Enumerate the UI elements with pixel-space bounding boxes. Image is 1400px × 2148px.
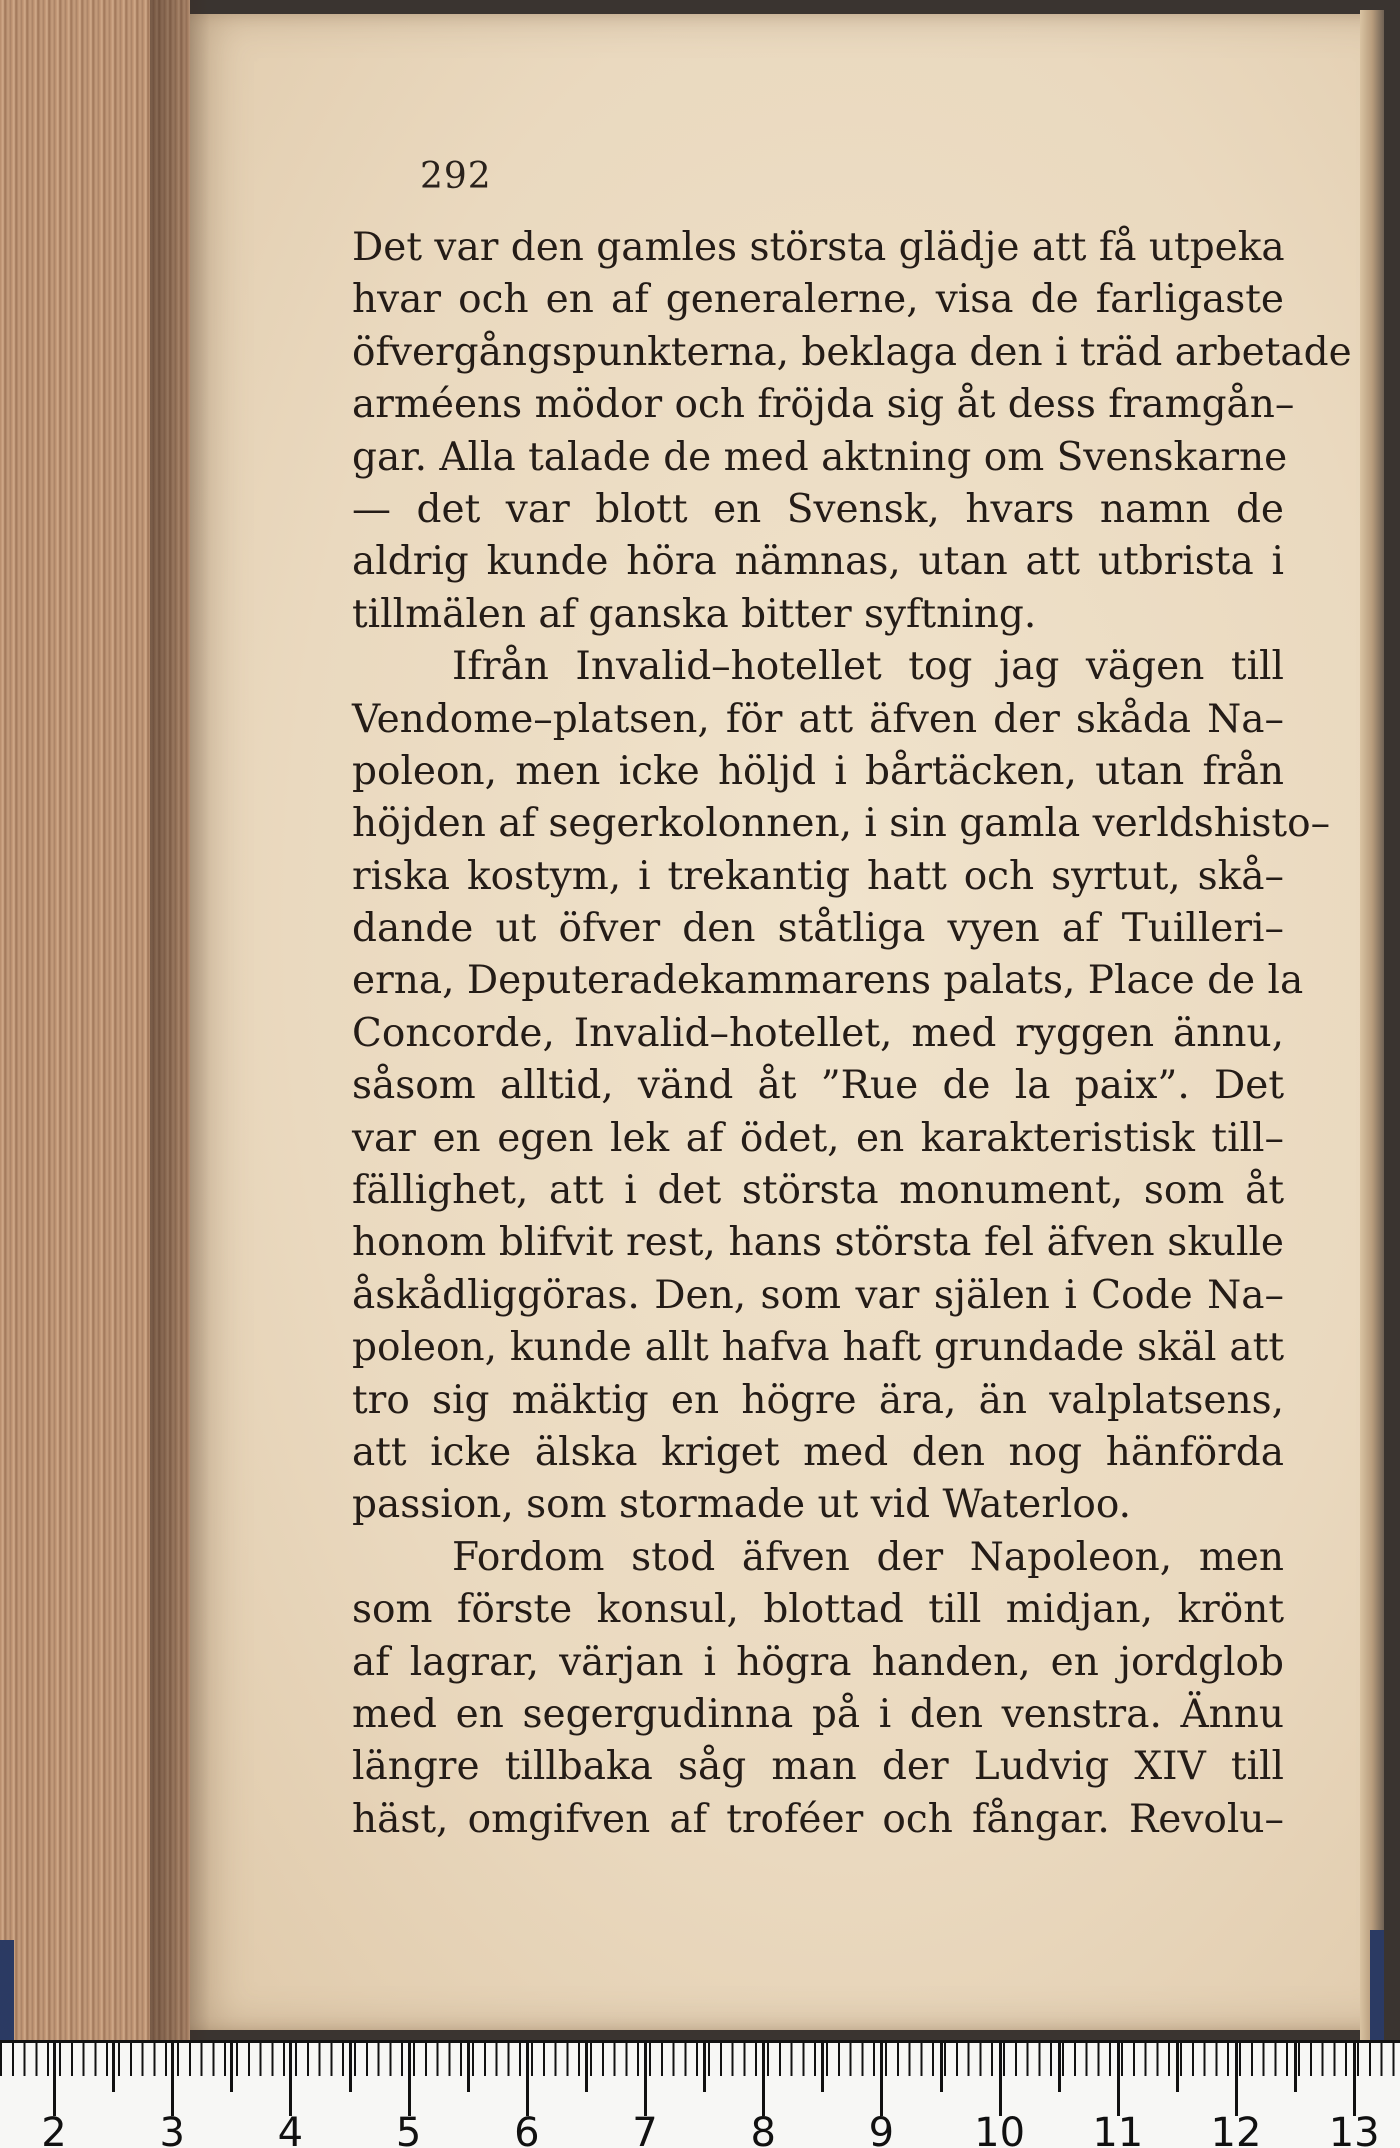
text-line: dande ut öfver den ståtliga vyen af Tuilleri– <box>352 906 1284 952</box>
ruler-half-tick <box>349 2040 352 2092</box>
ruler-minor-ticks <box>0 2040 1400 2100</box>
gutter-shadow <box>150 0 210 2040</box>
ruler-major-tick <box>762 2040 765 2116</box>
text-line: honom blifvit rest, hans största fel äfven skulle <box>352 1220 1284 1266</box>
ruler-major-tick <box>526 2040 529 2116</box>
ruler-label: 6 <box>514 2110 540 2148</box>
ruler-half-tick <box>940 2040 943 2092</box>
ruler-major-tick <box>53 2040 56 2116</box>
ruler-label: 7 <box>632 2110 658 2148</box>
text-line: riska kostym, i trekantig hatt och syrtut, skå– <box>352 853 1284 899</box>
ruler-major-tick <box>1117 2040 1120 2116</box>
ruler-half-tick <box>230 2040 233 2092</box>
ruler-label: 8 <box>750 2110 776 2148</box>
ruler-label: 13 <box>1328 2110 1380 2148</box>
ruler-label: 9 <box>868 2110 895 2148</box>
text-line: häst, omgifven af troféer och fångar. Revolu– <box>352 1796 1284 1842</box>
ruler-label: 5 <box>395 2110 422 2148</box>
text-line: åskådliggöras. Den, som var själen i Code Na– <box>352 1272 1284 1318</box>
text-line: tillmälen af ganska bitter syftning. <box>352 591 1037 637</box>
text-line: hvar och en af generalerne, visa de farligaste <box>352 277 1284 323</box>
ruler-half-tick <box>585 2040 588 2092</box>
ruler-half-tick <box>821 2040 824 2092</box>
text-line: arméens mödor och fröjda sig åt dess framgån– <box>352 382 1295 428</box>
text-line: — det var blott en Svensk, hvars namn de <box>352 486 1284 532</box>
text-line: Vendome–platsen, för att äfven der skåda Na– <box>352 696 1284 742</box>
text-line: höjden af segerkolonnen, i sin gamla verldshisto– <box>352 801 1331 847</box>
page-body-text <box>352 222 1352 1846</box>
text-line: tro sig mäktig en högre ära, än valplatsens, <box>352 1377 1284 1423</box>
text-line: aldrig kunde höra nämnas, utan att utbrista i <box>352 539 1284 585</box>
text-line: passion, som stormade ut vid Waterloo. <box>352 1482 1132 1528</box>
text-line: öfvergångspunkterna, beklaga den i träd arbetade <box>352 329 1352 375</box>
ruler-half-tick <box>112 2040 115 2092</box>
measurement-ruler <box>0 2040 1400 2148</box>
text-line: att icke älska kriget med den nog hänförda <box>352 1429 1284 1475</box>
ruler-major-tick <box>171 2040 174 2116</box>
ruler-label: 4 <box>277 2110 304 2148</box>
text-line: af lagrar, värjan i högra handen, en jordglob <box>352 1639 1284 1685</box>
ruler-major-tick <box>880 2040 883 2116</box>
text-line: gar. Alla talade de med aktning om Svenskarne <box>352 434 1288 480</box>
text-line: fällighet, att i det största monument, som åt <box>352 1168 1284 1214</box>
ruler-major-tick <box>408 2040 411 2116</box>
text-line: som förste konsul, blottad till midjan, krönt <box>352 1587 1284 1633</box>
text-line: Concorde, Invalid–hotellet, med ryggen ännu, <box>352 1010 1284 1056</box>
text-line: med en segergudinna på i den venstra. Ännu <box>352 1691 1284 1737</box>
cover-strip-left <box>0 1940 14 2040</box>
text-line: poleon, kunde allt hafva haft grundade skäl att <box>352 1325 1284 1371</box>
ruler-major-tick <box>644 2040 647 2116</box>
text-line: såsom alltid, vänd åt ”Rue de la paix”. Det <box>352 1063 1284 1109</box>
text-line: erna, Deputeradekammarens palats, Place de la <box>352 958 1304 1004</box>
page-number: 292 <box>420 156 492 197</box>
text-line: Det var den gamles största glädje att få utpeka <box>352 225 1285 270</box>
ruler-label: 10 <box>974 2110 1026 2148</box>
ruler-label: 3 <box>159 2110 185 2148</box>
ruler-half-tick <box>1176 2040 1179 2092</box>
ruler-label: 2 <box>41 2110 67 2148</box>
ruler-major-tick <box>289 2040 292 2116</box>
ruler-major-tick <box>999 2040 1002 2116</box>
ruler-half-tick <box>703 2040 706 2092</box>
text-line: längre tillbaka såg man der Ludvig XIV till <box>352 1744 1284 1790</box>
ruler-half-tick <box>1058 2040 1061 2092</box>
text-line: Fordom stod äfven der Napoleon, men <box>452 1534 1284 1580</box>
page-right-edge <box>1360 10 1384 2040</box>
ruler-label: 11 <box>1092 2110 1144 2148</box>
text-line: var en egen lek af ödet, en karakteristisk till– <box>352 1115 1284 1161</box>
ruler-half-tick <box>467 2040 470 2092</box>
ruler-major-tick <box>1353 2040 1356 2116</box>
ruler-half-tick <box>1294 2040 1297 2092</box>
ruler-label: 12 <box>1210 2110 1262 2148</box>
cover-strip-right <box>1370 1930 1384 2040</box>
text-line: poleon, men icke höljd i bårtäcken, utan från <box>352 748 1284 794</box>
ruler-major-tick <box>1235 2040 1238 2116</box>
text-line: Ifrån Invalid–hotellet tog jag vägen till <box>452 644 1284 690</box>
